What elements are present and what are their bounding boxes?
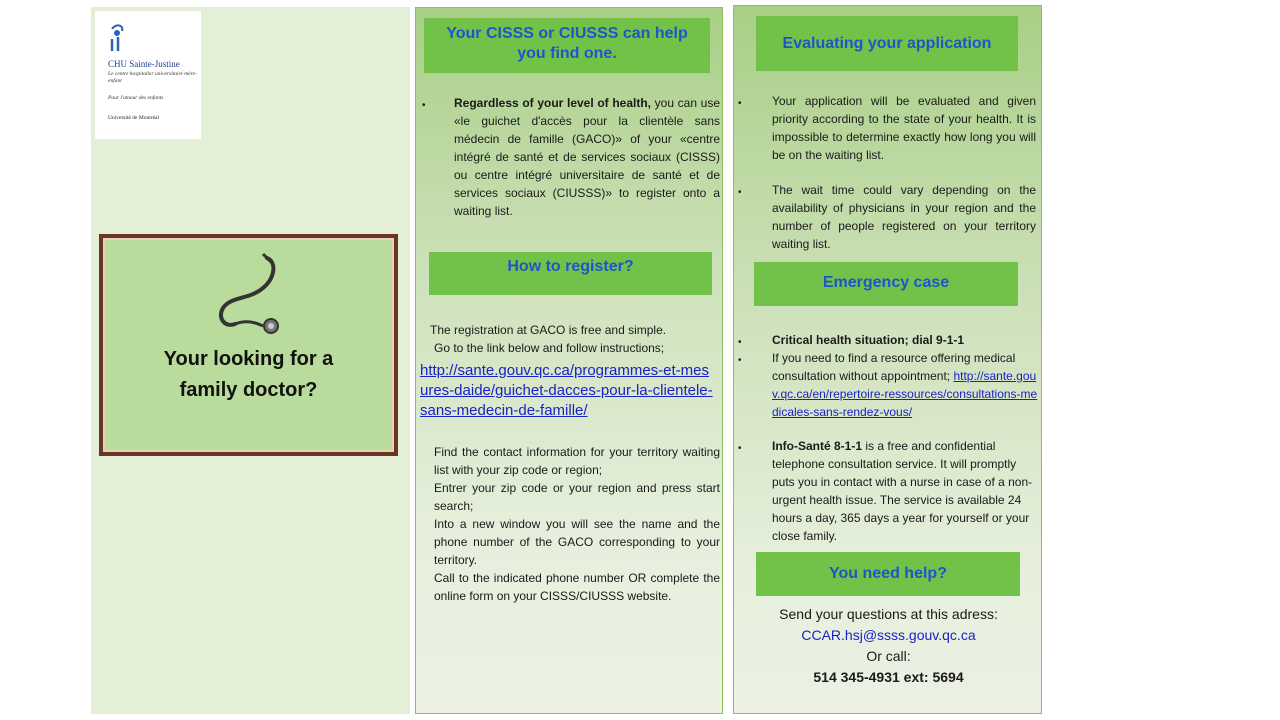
bullet: • <box>738 98 742 109</box>
cover-title-line1: Your looking for a <box>163 348 334 370</box>
bullet: • <box>738 443 742 454</box>
emergency-header: Emergency case <box>754 262 1018 306</box>
registration-panel <box>415 7 723 714</box>
intro-rest: you can use «le guichet d'accès pour la clientèle sans médecin de famille (GACO)» of your «centre intégré de santé et de services sociaux (CISSS) ou centre intégré universitaire de santé et de services sociaux (CIUSSS)» to register onto a waiting list. <box>454 96 721 218</box>
intro-text <box>454 94 720 220</box>
university-name: Université de Montréal <box>108 115 160 121</box>
intro-bold: Regardless of your level of health, <box>454 96 651 110</box>
cover-title-line2: family doctor? <box>179 379 318 401</box>
need-help-header: You need help? <box>756 552 1020 596</box>
step-new-window: Into a new window you will see the name and the phone number of the GACO corresponding to your territory. <box>434 517 720 567</box>
cisss-header-line1: Your CISSS or CIUSSS can help <box>446 25 688 42</box>
walk-in-link[interactable]: http://sante.gouv.qc.ca/en/repertoire-ressources/consultations-medicales-sans-rendez-vous/ <box>772 369 1038 419</box>
info-sante-bold: Info-Santé 8-1-1 <box>772 439 863 453</box>
logo-subtitle: Le centre hospitalier universitaire mère-enfant <box>108 71 197 84</box>
cover-title <box>105 344 392 406</box>
walk-in-description: If you need to find a resource offering medical consultation without appointment; <box>772 351 1016 383</box>
logo-name: CHU Sainte-Justine <box>108 59 180 69</box>
help-call-text: Or call: <box>866 648 911 664</box>
walk-in-text <box>772 349 1038 421</box>
bullet: • <box>738 187 742 198</box>
evaluation-priority-text: Your application will be evaluated and given priority according to the state of your health. It is impossible to determine exactly how long you will be on the waiting list. <box>772 94 1036 162</box>
logo <box>95 11 201 139</box>
step-enter-zip: Entrer your zip code or your region and press start search; <box>434 481 720 513</box>
cover-frame-inner <box>103 238 394 452</box>
cover-panel <box>91 7 410 714</box>
critical-situation-text: Critical health situation; dial 9-1-1 <box>772 333 965 347</box>
info-sante-text <box>772 437 1036 545</box>
how-to-register-header: How to register? <box>429 252 712 295</box>
info-panel <box>733 5 1042 714</box>
help-contact <box>734 604 1043 688</box>
bullet: • <box>738 337 742 348</box>
chu-logo-icon <box>108 23 128 55</box>
registration-free-text: The registration at GACO is free and simple. <box>430 323 667 337</box>
info-sante-rest: is a free and confidential telephone consultation service. It will promptly puts you in contact with a nurse in case of a non-urgent health issue. The service is available 24 hours a day, 365 days a year for yourself or your close family. <box>772 439 1033 543</box>
bullet: • <box>422 100 426 111</box>
help-email[interactable]: CCAR.hsj@ssss.gouv.qc.ca <box>801 627 976 643</box>
logo-tagline: Pour l'amour des enfants <box>108 95 164 101</box>
stethoscope-icon <box>205 248 295 338</box>
help-phone[interactable]: 514 345-4931 ext: 5694 <box>813 669 964 685</box>
cover-frame <box>99 234 398 456</box>
step-call: Call to the indicated phone number OR complete the online form on your CISSS/CIUSSS website. <box>434 571 720 603</box>
registration-instruction-text: Go to the link below and follow instructions; <box>434 341 665 355</box>
wait-time-text: The wait time could vary depending on the availability of physicians in your region and the number of people registered on your territory waiting list. <box>772 183 1036 251</box>
gaco-link[interactable]: http://sante.gouv.qc.ca/programmes-et-mesures-daide/guichet-dacces-pour-la-clientele-sans-medecin-de-famille/ <box>420 362 713 419</box>
help-questions-text: Send your questions at this adress: <box>779 606 998 622</box>
step-find-contact: Find the contact information for your territory waiting list with your zip code or region; <box>434 445 720 477</box>
cisss-header <box>424 18 710 73</box>
cisss-header-line2: you find one. <box>517 45 617 62</box>
bullet: • <box>738 355 742 366</box>
evaluating-header: Evaluating your application <box>756 16 1018 71</box>
